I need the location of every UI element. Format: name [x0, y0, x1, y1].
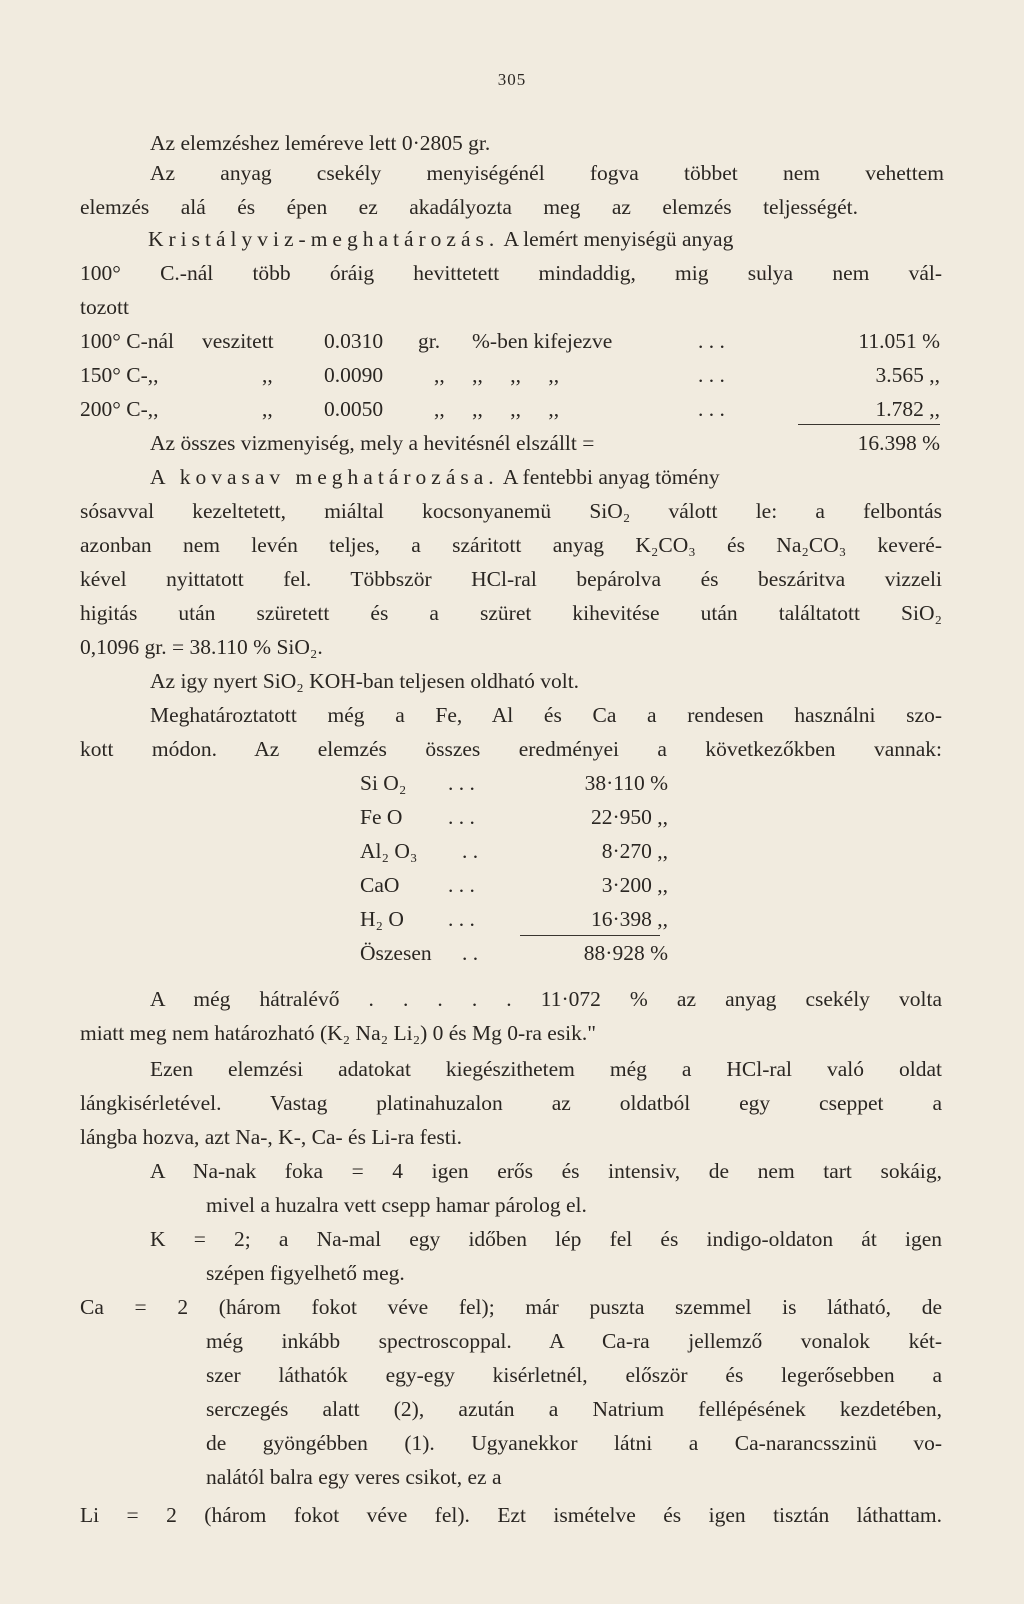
result-dots: . . — [462, 839, 479, 863]
water-expr: %-ben kifejezve — [472, 329, 613, 353]
water-verb: ,, — [262, 363, 273, 387]
para-line: Meghatároztatott még a Fe, Al és Ca a rendesen használni szo- — [150, 703, 942, 727]
k-line: K = 2; a Na-mal egy időben lép fel és indigo-oldaton át igen — [150, 1227, 942, 1251]
result-dots: . . . — [448, 805, 475, 829]
kovasav-heading-line — [150, 462, 942, 492]
sum-rule — [520, 935, 660, 936]
flame-line: lángkisérletével. Vastag platinahuzalon az oldatból egy cseppet a — [80, 1091, 942, 1115]
section-heading-kovasav: A kovasav meghatározása. — [150, 465, 499, 489]
intro-line-1: Az elemzéshez leméreve lett 0·2805 gr. — [150, 131, 491, 155]
na-line: mivel a huzalra vett csepp hamar párolog el. — [206, 1193, 587, 1217]
water-pct: 3.565 ,, — [875, 363, 940, 387]
na-line: A Na-nak foka = 4 igen erős és intensiv, de nem tart sokáig, — [150, 1159, 942, 1183]
result-name: Al₂ O₃ — [360, 839, 418, 863]
ca-line: de gyöngébben (1). Ugyanekkor látni a Ca-narancsszinü vo- — [206, 1431, 942, 1455]
intro-line-2: Az anyag csekély menyiségénél fogva többet nem vehettem — [150, 161, 944, 185]
kovasav-text: azonban nem levén teljes, a száritott anyag K₂CO₃ és Na₂CO₃ keveré- — [80, 533, 942, 557]
kovasav-text: A fentebbi anyag tömény — [498, 465, 720, 489]
water-temp: 100° C-nál — [80, 329, 174, 353]
ca-line: serczegés alatt (2), azután a Natrium fellépésének kezdetében, — [206, 1397, 942, 1421]
remaining-line: A még hátralévő . . . . . 11·072 % az anyag csekély volta — [150, 987, 942, 1011]
sum-rule — [798, 424, 940, 425]
result-name: CaO — [360, 873, 400, 897]
result-value: 88·928 % — [583, 941, 668, 965]
water-dots: . . . — [698, 397, 725, 421]
section-heading-kristalyviz: Kristályviz-meghatározás. — [148, 227, 500, 251]
result-name: Öszesen — [360, 941, 432, 965]
water-gr: 0.0090 — [324, 363, 384, 387]
kristaly-text-2: 100° C.-nál több óráig hevittetett mindaddig, mig sulya nem vál- — [80, 261, 942, 285]
water-dots: . . . — [698, 329, 725, 353]
result-value: 38·110 % — [584, 771, 668, 795]
kristaly-heading-line — [148, 224, 944, 254]
kristaly-text: A lemért menyiségü anyag — [499, 227, 734, 251]
water-unit: gr. — [418, 329, 441, 353]
ca-line: nalától balra egy veres csikot, ez a — [206, 1465, 502, 1489]
ca-line: Ca = 2 (három fokot véve fel); már puszta szemmel is látható, de — [80, 1295, 942, 1319]
kovasav-text: higitás után szüretett és a szüret kihevitése után találtatott SiO₂ — [80, 601, 942, 625]
water-total-value: 16.398 % — [857, 431, 940, 455]
k-line: szépen figyelhető meg. — [206, 1261, 405, 1285]
result-value: 16·398 ,, — [590, 907, 668, 931]
water-temp: 200° C-,, — [80, 397, 159, 421]
flame-line: Ezen elemzési adatokat kiegészithetem még a HCl-ral való oldat — [150, 1057, 942, 1081]
result-name: Si O₂ — [360, 771, 407, 795]
ca-line: még inkább spectroscoppal. A Ca-ra jellemző vonalok két- — [206, 1329, 942, 1353]
water-gr: 0.0310 — [324, 329, 384, 353]
para-line: kott módon. Az elemzés összes eredményei a következőkben vannak: — [80, 737, 942, 761]
water-pct: 1.782 ,, — [875, 397, 940, 421]
remaining-line: miatt meg nem határozható (K₂ Na₂ Li₂) 0 és Mg 0-ra esik." — [80, 1021, 597, 1045]
kristaly-text-3: tozott — [80, 295, 129, 319]
result-value: 22·950 ,, — [590, 805, 668, 829]
result-dots: . . . — [448, 771, 475, 795]
water-expr: ,, ,, ,, ,, — [434, 397, 560, 421]
kovasav-text: sósavval kezeltetett, miáltal kocsonyanemü SiO₂ válott le: a felbontás — [80, 499, 942, 523]
water-expr: ,, ,, ,, ,, — [434, 363, 560, 387]
intro-line-3: elemzés alá és épen ez akadályozta meg az elemzés teljességét. — [80, 195, 858, 219]
water-verb: veszitett — [202, 329, 274, 353]
water-verb: ,, — [262, 397, 273, 421]
result-value: 3·200 ,, — [601, 873, 668, 897]
water-temp: 150° C-,, — [80, 363, 159, 387]
page-number: 305 — [497, 70, 527, 89]
kovasav-text: kével nyittatott fel. Többször HCl-ral bepárolva és beszáritva vizzeli — [80, 567, 942, 591]
result-name: Fe O — [360, 805, 403, 829]
result-value: 8·270 ,, — [601, 839, 668, 863]
para-line: Az igy nyert SiO₂ KOH-ban teljesen oldható volt. — [150, 669, 580, 693]
result-name: H₂ O — [360, 907, 404, 931]
li-line: Li = 2 (három fokot véve fel). Ezt ismételve és igen tisztán láthattam. — [80, 1503, 942, 1527]
result-dots: . . — [462, 941, 479, 965]
water-total-label: Az összes vizmenyiség, mely a hevitésnél elszállt = — [150, 431, 595, 455]
water-gr: 0.0050 — [324, 397, 384, 421]
flame-line: lángba hozva, azt Na-, K-, Ca- és Li-ra festi. — [80, 1125, 463, 1149]
water-dots: . . . — [698, 363, 725, 387]
result-dots: . . . — [448, 907, 475, 931]
result-dots: . . . — [448, 873, 475, 897]
water-pct: 11.051 % — [858, 329, 940, 353]
ca-line: szer láthatók egy-egy kisérletnél, először és legerősebben a — [206, 1363, 942, 1387]
kovasav-text: 0,1096 gr. = 38.110 % SiO₂. — [80, 635, 323, 659]
